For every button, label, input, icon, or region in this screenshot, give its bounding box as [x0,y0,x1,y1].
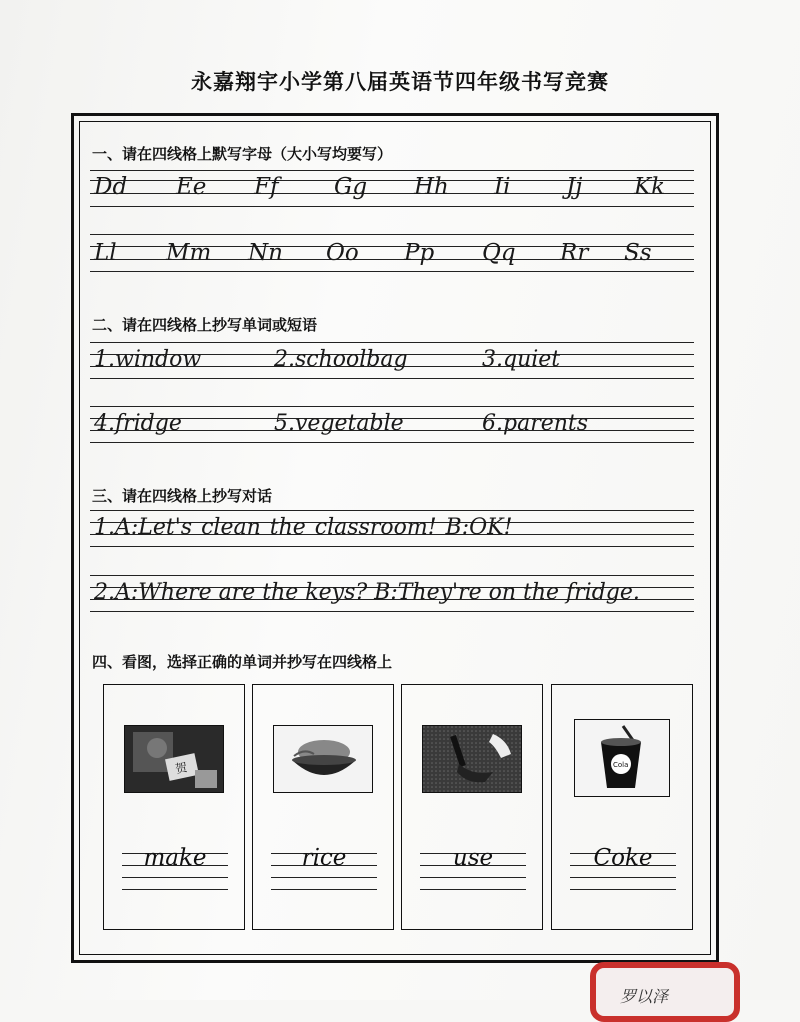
section4-title: 四、看图，选择正确的单词并抄写在四线格上 [92,653,393,671]
four-line-grid-line [90,406,694,407]
picture-card [401,684,543,930]
four-line-grid-line [90,378,694,379]
letter-pair: Dd [94,174,128,200]
four-line-grid-line [90,342,694,343]
answer-word: make [143,845,207,871]
answer-word: use [452,845,494,871]
copied-word: 2.schoolbag [274,347,408,372]
four-line-grid-line [90,611,694,612]
four-line-grid-line [90,206,694,207]
copied-word: 4.fridge [94,411,182,436]
four-line-grid-line [90,271,694,272]
copied-word: 1.window [94,347,202,372]
glass-of-coke-illustration [574,719,670,797]
four-line-grid-line [90,575,694,576]
letter-pair: Ii [494,174,511,200]
letter-pair: Nn [248,240,283,266]
four-line-grid-line [271,889,377,890]
four-line-grid-line [90,442,694,443]
letter-pair: Pp [404,240,435,266]
four-line-grid-line [420,889,526,890]
copied-word: 3.quiet [482,347,561,372]
four-line-grid-line [122,877,228,878]
letter-pair: Ll [94,240,117,266]
section3-title: 三、请在四线格上抄写对话 [92,487,273,505]
four-line-grid-line [90,170,694,171]
picture-card [252,684,394,930]
four-line-grid-line [420,877,526,878]
letter-pair: Mm [166,240,212,266]
letter-pair: Kk [634,174,666,200]
four-line-grid-line [271,877,377,878]
letter-pair: Ff [254,174,279,200]
dialogue-line: 1.A:Let's clean the classroom! B:OK! [94,515,513,540]
picture-card [103,684,245,930]
stamp-text: 罗以泽 [620,987,669,1006]
letter-pair: Qq [482,240,516,266]
letter-pair: Gg [334,174,368,200]
dialogue-line: 2.A:Where are the keys? B:They're on the fridge. [94,580,640,605]
four-line-grid-line [570,889,676,890]
svg-text:贺: 贺 [173,760,189,777]
letter-pair: Oo [326,240,359,266]
section1-title: 一、请在四线格上默写字母（大小写均要写） [92,145,393,163]
four-line-grid-line [90,234,694,235]
answer-word: rice [301,845,347,871]
picture-card [551,684,693,930]
answer-word: Coke [593,845,653,871]
bowl-of-rice-illustration [273,725,373,793]
copied-word: 6.parents [482,411,589,436]
page-title: 永嘉翔宇小学第八届英语节四年级书写竞赛 [191,69,609,94]
letter-pair: Hh [414,174,449,200]
four-line-grid-line [122,889,228,890]
four-line-grid-line [90,510,694,511]
four-line-grid-line [570,877,676,878]
letter-pair: Jj [566,174,583,200]
four-line-grid-line [90,546,694,547]
letter-pair: Ss [624,240,652,266]
girl-making-card-illustration [124,725,224,793]
svg-text:Cola: Cola [613,761,629,769]
letter-pair: Rr [560,240,589,266]
hand-using-knife-illustration [422,725,522,793]
copied-word: 5.vegetable [274,411,404,436]
section2-title: 二、请在四线格上抄写单词或短语 [92,316,318,334]
letter-pair: Ee [176,174,207,200]
